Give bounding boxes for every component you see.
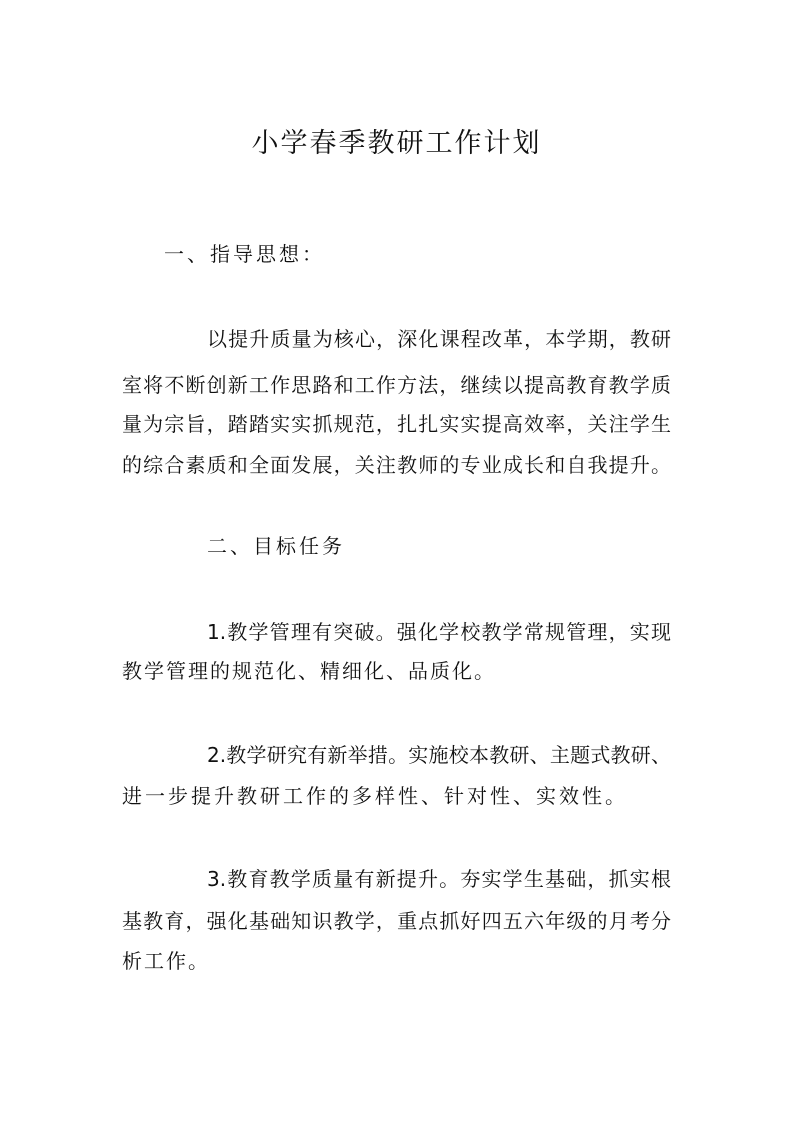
paragraph-line: 量为宗旨，踏踏实实抓规范，扎扎实实提高效率，关注学生 <box>122 412 671 436</box>
paragraph-line: 的综合素质和全面发展，关注教师的专业成长和自我提升。 <box>122 453 671 477</box>
task-line: 1.教学管理有突破。强化学校教学常规管理，实现 <box>207 620 671 644</box>
task-line: 教学管理的规范化、精细化、品质化。 <box>122 659 496 683</box>
task-line: 3.教育教学质量有新提升。夯实学生基础，抓实根 <box>207 867 671 891</box>
document-title: 小学春季教研工作计划 <box>251 128 542 159</box>
task-line: 基教育，强化基础知识教学，重点抓好四五六年级的月考分 <box>122 909 671 933</box>
task-line: 进一步提升教研工作的多样性、针对性、实效性。 <box>122 784 628 808</box>
task-line: 析工作。 <box>122 949 210 973</box>
section-heading-guiding-ideology: 一、指导思想： <box>164 242 325 266</box>
paragraph-line: 以提升质量为核心，深化课程改革，本学期，教研 <box>207 327 671 351</box>
task-line: 2.教学研究有新举措。实施校本教研、主题式教研、 <box>207 743 671 767</box>
paragraph-line: 室将不断创新工作思路和工作方法，继续以提高教育教学质 <box>122 373 671 397</box>
section-heading-goals-tasks: 二、目标任务 <box>207 534 345 558</box>
